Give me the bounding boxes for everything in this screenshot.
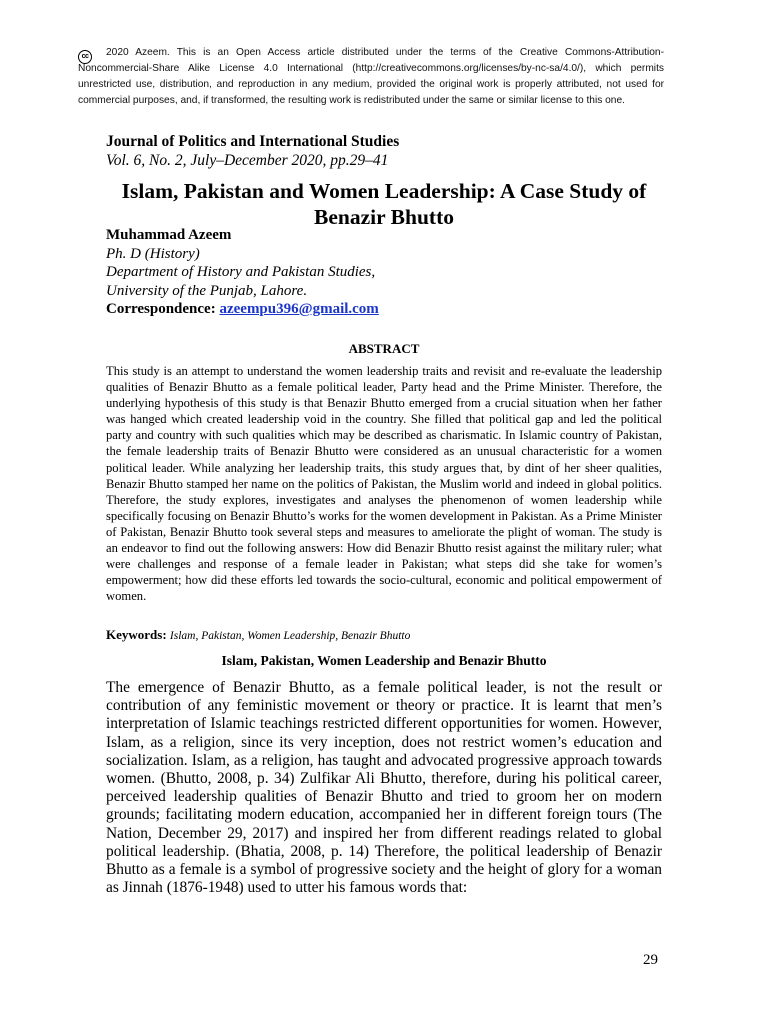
- correspondence-label: Correspondence:: [106, 301, 216, 317]
- author-block: [106, 226, 379, 319]
- keywords-line: [106, 627, 410, 643]
- section-heading: Islam, Pakistan, Women Leadership and Benazir Bhutto: [221, 653, 547, 668]
- correspondence-line: [106, 300, 379, 319]
- correspondence-email-link[interactable]: azeempu396@gmail.com: [219, 301, 379, 317]
- section-paragraph: The emergence of Benazir Bhutto, as a female political leader, is not the result or contribution of any feministic movement or theory or practice. It is learnt that men’s interpretation of Islamic teachings restricted different opportunities for women. However, Islam, as a religion, since its very inception, does not restrict women’s education and socialization. Islam, as a religion, has taught and advocated progressive approach towards women. (Bhutto, 2008, p. 34) Zulfikar Ali Bhutto, therefore, during his political career, perceived leadership qualities of Benazir Bhutto and tried to groom her on modern grounds; facilitating modern education, accompanied her in different foreign tours (The Nation, December 29, 2017) and inspired her from different readings related to global political leadership. (Bhatia, 2008, p. 14) Therefore, the political leadership of Benazir Bhutto as a female is a symbol of progressive society and the height of glory for a woman as Jinnah (1876-1948) used to utter his famous words that:: [106, 679, 662, 897]
- page-number: 29: [643, 952, 658, 968]
- author-name: Muhammad Azeem: [106, 227, 232, 243]
- creative-commons-icon: cc: [78, 50, 92, 64]
- article-title: Islam, Pakistan and Women Leadership: A Case Study of Benazir Bhutto: [121, 179, 647, 229]
- author-department: Department of History and Pakistan Studies,: [106, 264, 376, 280]
- author-degree: Ph. D (History): [106, 245, 200, 262]
- journal-volume: Vol. 6, No. 2, July–December 2020, pp.29–41: [106, 152, 389, 169]
- author-university: University of the Punjab, Lahore.: [106, 282, 308, 299]
- license-notice: [78, 45, 664, 109]
- journal-name: Journal of Politics and International Studies: [106, 133, 400, 150]
- abstract-heading: ABSTRACT: [348, 341, 420, 356]
- keywords-values: Islam, Pakistan, Women Leadership, Benazir Bhutto: [169, 630, 411, 642]
- license-text: 2020 Azeem. This is an Open Access article distributed under the terms of the Creative Commons-Attribution-Noncommercial-Share Alike License 4.0 International (http://creativecommons.org/licenses/by-nc-sa/4.0/), which permits unrestricted use, distribution, and reproduction in any medium, provided the original work is properly attributed, not used for commercial purposes, and, if transformed, the resulting work is redistributed under the same or similar license to this one.: [78, 47, 664, 106]
- keywords-label: Keywords:: [106, 627, 167, 642]
- abstract-text: This study is an attempt to understand the women leadership traits and revisit and re-evaluate the leadership qualities of Benazir Bhutto as a female political leader, Party head and the Prime Minister. Therefore, the underlying hypothesis of this study is that Benazir Bhutto emerged from a crucial situation when her father was hanged which created leadership void in the country. She filled that political gap and led the political party and country with such qualities which may be described as charismatic. In Islamic country of Pakistan, the female leadership traits of Benazir Bhutto were considered as an unusual characteristic for a women political leader. While analyzing her leadership traits, this study argues that, by dint of her sheer qualities, Benazir Bhutto stamped her name on the politics of Pakistan, the Muslim world and indeed in global politics. Therefore, the study explores, investigates and analyses the phenomenon of women leadership while specifically focusing on Benazir Bhutto’s works for the women development in Pakistan. As a Prime Minister of Pakistan, Benazir Bhutto took several steps and measures to ameliorate the plight of woman. The study is an endeavor to find out the following answers: How did Benazir Bhutto resist against the military ruler; what were challenges and response of a female leader in Pakistan; what steps did she take for women’s empowerment; how did these efforts led towards the socio-cultural, economic and political empowerment of women.: [106, 364, 662, 604]
